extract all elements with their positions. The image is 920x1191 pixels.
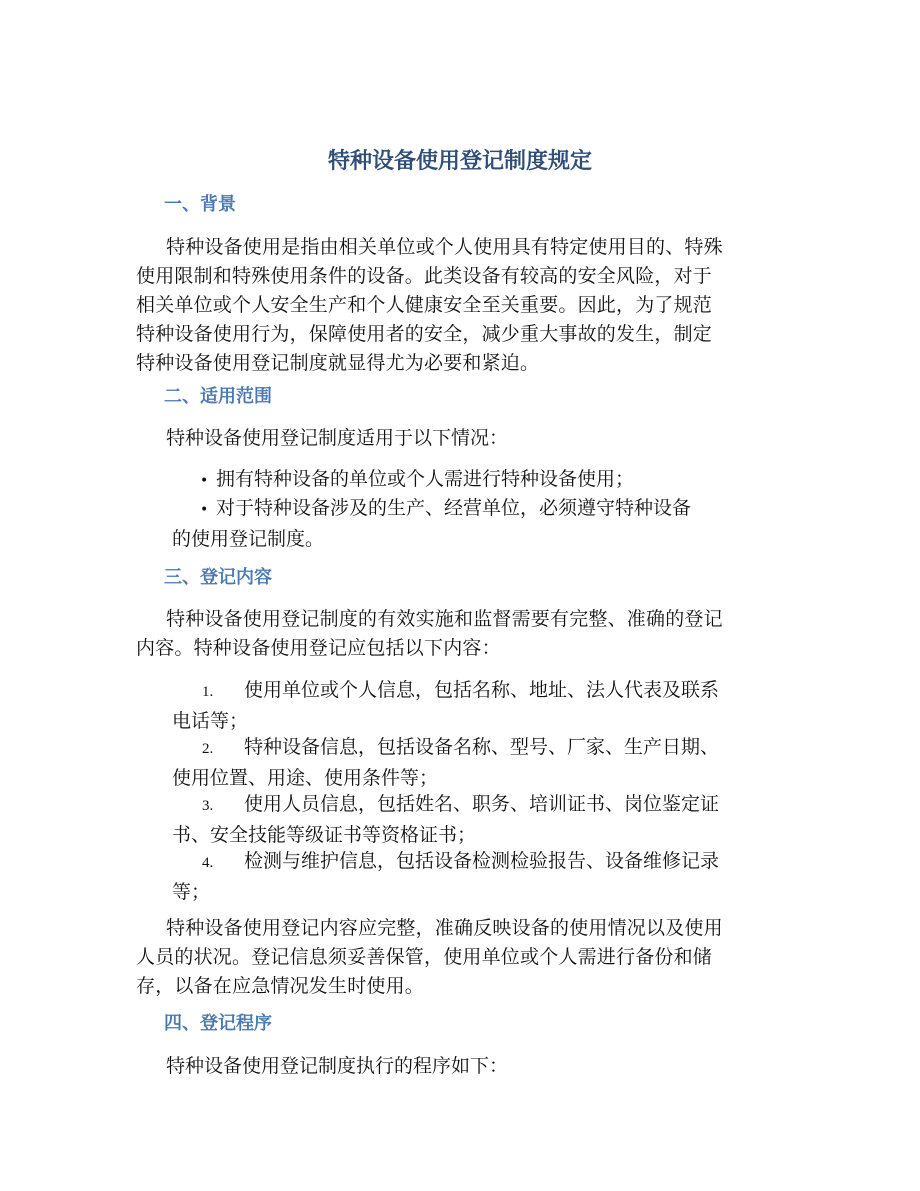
bullet-text-continued: 的使用登记制度。 — [172, 528, 325, 550]
content-list-item — [172, 733, 782, 793]
list-text: 使用单位或个人信息，包括名称、地址、法人代表及联系 — [244, 679, 720, 701]
section-heading-background: 一、背景 — [164, 194, 236, 215]
list-text: 特种设备信息，包括设备名称、型号、厂家、生产日期、 — [244, 736, 720, 758]
list-text: 检测与维护信息，包括设备检测检验报告、设备维修记录 — [244, 850, 720, 872]
paragraph-line: 特种设备使用登记制度就显得尤为必要和紧迫。 — [136, 352, 540, 374]
document-title: 特种设备使用登记制度规定 — [327, 148, 592, 174]
paragraph-line: 特种设备使用登记制度的有效实施和监督需要有完整、准确的登记 — [166, 608, 723, 630]
procedure-intro: 特种设备使用登记制度执行的程序如下： — [166, 1055, 509, 1077]
list-text-continued: 电话等； — [172, 710, 249, 732]
list-number: 1. — [202, 684, 214, 700]
scope-bullet-item — [172, 465, 782, 496]
paragraph-line: 使用限制和特殊使用条件的设备。此类设备有较高的安全风险，对于 — [136, 265, 713, 287]
list-number: 4. — [202, 855, 214, 871]
content-outro-paragraph — [136, 914, 796, 1001]
scope-intro: 特种设备使用登记制度适用于以下情况： — [166, 427, 509, 449]
bullet-text: 对于特种设备涉及的生产、经营单位，必须遵守特种设备 — [216, 497, 692, 519]
list-text-continued: 等； — [172, 881, 211, 903]
bullet-marker: • — [200, 502, 209, 518]
content-intro-paragraph — [136, 605, 796, 663]
list-text-continued: 书、安全技能等级证书等资格证书； — [172, 824, 477, 846]
paragraph-line: 特种设备使用登记内容应完整，准确反映设备的使用情况以及使用 — [166, 917, 723, 939]
section-heading-content: 三、登记内容 — [164, 567, 272, 588]
list-number: 2. — [202, 741, 214, 757]
section-heading-procedure: 四、登记程序 — [164, 1013, 272, 1034]
paragraph-line: 特种设备使用行为，保障使用者的安全，减少重大事故的发生，制定 — [136, 323, 713, 345]
list-number: 3. — [202, 798, 214, 814]
paragraph-line: 人员的状况。登记信息须妥善保管，使用单位或个人需进行备份和储 — [136, 946, 713, 968]
paragraph-line: 相关单位或个人安全生产和个人健康安全至关重要。因此，为了规范 — [136, 294, 713, 316]
content-list-item — [172, 676, 782, 736]
bullet-marker: • — [200, 473, 209, 489]
content-list-item — [172, 847, 782, 907]
list-text-continued: 使用位置、用途、使用条件等； — [172, 767, 439, 789]
bullet-text: 拥有特种设备的单位或个人需进行特种设备使用； — [216, 468, 635, 490]
content-list-item — [172, 790, 782, 850]
background-paragraph — [136, 233, 796, 378]
paragraph-line: 内容。特种设备使用登记应包括以下内容： — [136, 637, 501, 659]
list-text: 使用人员信息，包括姓名、职务、培训证书、岗位鉴定证 — [244, 793, 720, 815]
paragraph-line: 特种设备使用是指由相关单位或个人使用具有特定使用目的、特殊 — [166, 236, 723, 258]
paragraph-line: 存，以备在应急情况发生时使用。 — [136, 975, 425, 997]
section-heading-scope: 二、适用范围 — [164, 386, 272, 407]
scope-bullet-item — [172, 494, 782, 554]
